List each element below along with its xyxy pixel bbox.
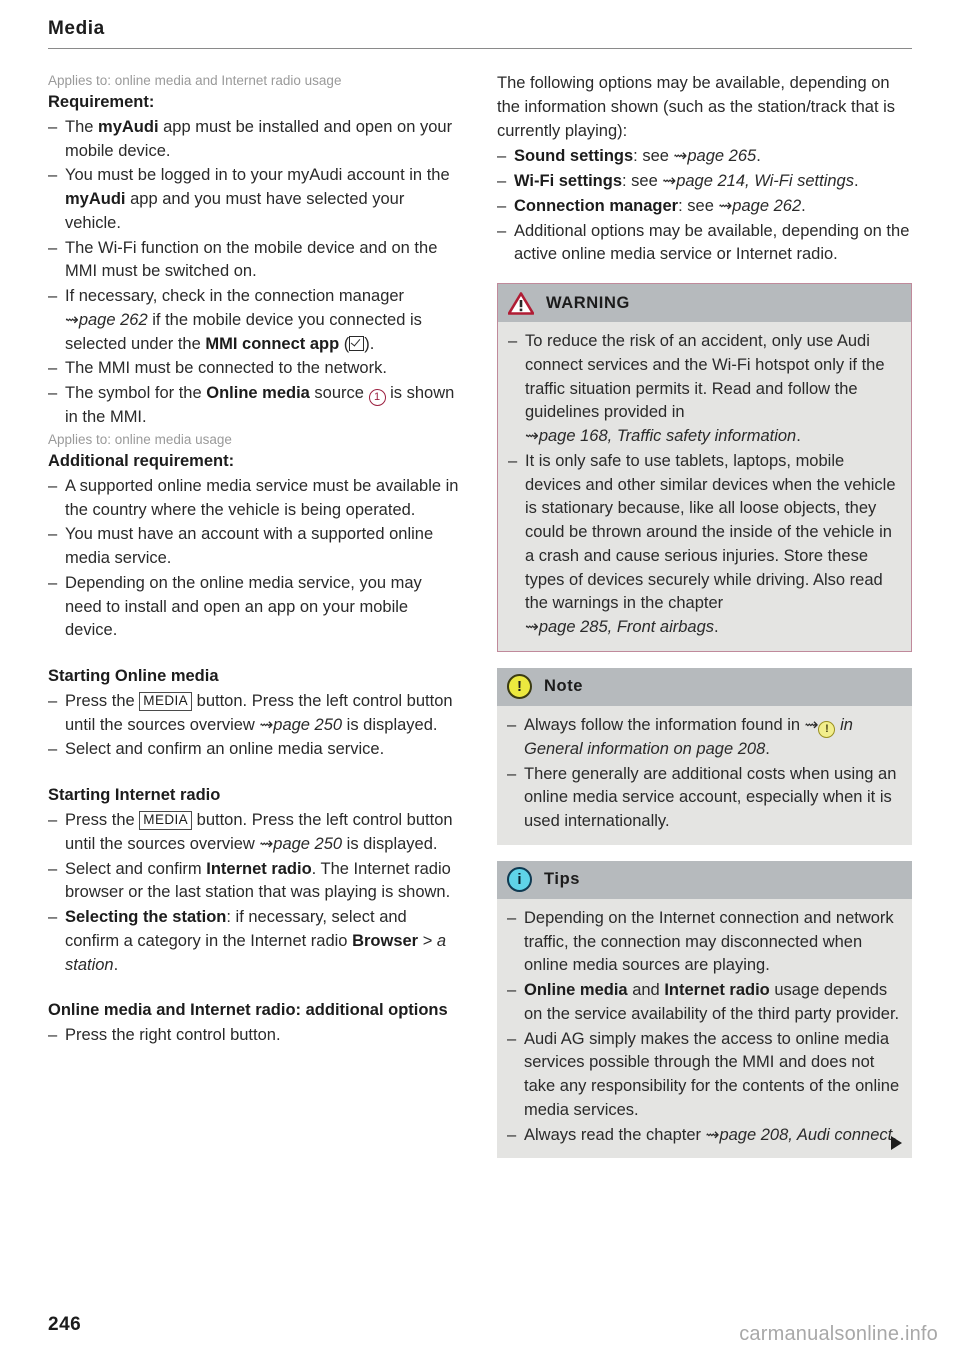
text-bold: Browser <box>352 931 419 950</box>
additional-requirement-heading: Additional requirement: <box>48 452 235 471</box>
checkbox-checked-icon <box>349 336 364 351</box>
xref-arrow-icon: ⇝ <box>259 715 274 734</box>
text-fragment: . <box>756 147 761 166</box>
text-fragment: button. Press the left control button until the sources overview <box>65 691 453 734</box>
list-item <box>507 714 900 762</box>
xref-label: page 265 <box>687 147 757 166</box>
continuation-arrow-icon <box>891 1136 902 1150</box>
requirement-heading: Requirement: <box>48 93 155 112</box>
cross-reference[interactable] <box>706 1126 893 1144</box>
text-fragment: The MMI must be connected to the network. <box>65 359 387 378</box>
list-item <box>48 382 463 430</box>
text-fragment: . <box>892 1125 897 1144</box>
text-fragment: . <box>113 955 119 974</box>
cross-reference[interactable] <box>674 147 757 165</box>
xref-label: page 168, Traffic safety information <box>538 427 797 445</box>
list-item <box>48 809 463 857</box>
media-hardkey[interactable]: MEDIA <box>139 811 192 830</box>
list-item: – Additional options may be available, depending on the active online media service or Internet radio. <box>497 220 912 268</box>
text-bold: MMI connect app <box>205 334 340 353</box>
requirement-list <box>48 116 463 430</box>
list-item: – There generally are additional costs when using an online media service account, especially when it is used internationally. <box>507 763 900 834</box>
additional-options-list <box>48 1024 463 1048</box>
text-fragment: . <box>853 172 859 190</box>
list-item <box>48 237 463 285</box>
list-item: – Depending on the Internet connection and network traffic, the connection may disconnected when online media sources are playing. <box>507 907 900 978</box>
text-fragment: . <box>801 196 806 215</box>
text-bold: myAudi <box>65 190 126 209</box>
text-fragment: Press the <box>65 691 140 710</box>
list-item <box>507 979 900 1027</box>
list-item: – A supported online media service must be available in the country where the vehicle is being operated. <box>48 475 463 523</box>
tips-callout-body <box>497 899 912 1159</box>
text-fragment: The symbol for the <box>65 384 207 403</box>
text-fragment: is shown in the MMI. <box>65 384 455 427</box>
page-columns <box>48 72 912 1158</box>
text-bold: Sound settings <box>514 147 634 166</box>
text-fragment: Always read the chapter <box>524 1125 706 1144</box>
text-fragment: You must be logged in to your myAudi account in the <box>65 166 450 185</box>
text-fragment: Always follow the information found in <box>524 715 805 734</box>
tips-callout-label: Tips <box>544 870 581 889</box>
text-bold: Connection manager <box>514 196 679 215</box>
note-callout-header <box>497 668 912 706</box>
tips-callout-header <box>497 861 912 899</box>
text-bold: Wi-Fi settings <box>514 172 623 190</box>
text-fragment: Press the <box>65 811 140 829</box>
list-item: – Select and confirm an online media service. <box>48 738 463 762</box>
text-fragment: . The Internet radio browser or the last station that was playing is shown. <box>65 859 451 902</box>
tips-list <box>507 907 900 1148</box>
options-intro-paragraph: The following options may be available, depending on the information shown (such as the station/track that is currently playing): <box>497 74 896 140</box>
cross-reference[interactable] <box>718 197 801 215</box>
text-fragment: It is only safe to use tablets, laptops, mobile devices and other similar devices when the vehicle is stationary because, like all loose objects, they could be thrown around the inside of the vehicle in a crash and cause serious injuries. Store these types of devices securely while driving. Also read the warnings in the chapter <box>525 451 896 613</box>
text-fragment: : if necessary, select and confirm a category in the Internet radio <box>65 908 407 950</box>
xref-label: page 250 <box>273 834 343 853</box>
applies-to-note-2: Applies to: online media usage <box>48 431 232 447</box>
text-bold: Internet radio <box>664 981 770 999</box>
list-item <box>508 330 899 449</box>
list-item: – Depending on the online media service, you may need to install and open an app on your mobile device. <box>48 572 463 643</box>
xref-label: page 262 <box>732 196 802 215</box>
text-fragment: is displayed. <box>342 715 438 734</box>
watermark: carmanualsonline.info <box>739 1323 938 1345</box>
note-callout <box>497 668 912 845</box>
page-title: Media <box>48 18 105 39</box>
text-fragment: app must be installed and open on your mobile device. <box>65 117 453 160</box>
text-bold: Internet radio <box>206 859 312 878</box>
list-item <box>507 1124 900 1148</box>
additional-options-heading: Online media and Internet radio: additional options <box>48 1001 448 1020</box>
note-list <box>507 714 900 834</box>
list-item <box>48 285 463 356</box>
list-item <box>497 145 912 169</box>
media-hardkey[interactable]: MEDIA <box>139 692 192 711</box>
list-item <box>48 357 463 381</box>
list-item <box>508 450 899 640</box>
text-fragment: usage depends on the service availability of the third party provider. <box>524 981 900 1023</box>
list-item <box>48 690 463 738</box>
xref-label: page 208, Audi connect <box>719 1125 893 1144</box>
page-number: 246 <box>48 1314 82 1335</box>
page-header <box>48 18 912 49</box>
xref-arrow-icon: ⇝ <box>718 196 733 215</box>
text-fragment: : see <box>633 147 674 166</box>
xref-arrow-icon: ⇝ <box>525 618 539 636</box>
xref-label: page 250 <box>273 715 343 734</box>
text-fragment: : see <box>678 196 719 215</box>
text-fragment: To reduce the risk of an accident, only use Audi connect services and the Wi-Fi hotspot only if the traffic situation permits it. Read and follow the guidelines provided in <box>525 332 885 422</box>
starting-internet-radio-heading: Starting Internet radio <box>48 786 221 805</box>
xref-arrow-icon: ⇝ <box>673 147 688 166</box>
text-bold: Online media <box>524 981 628 999</box>
text-italic: a station <box>65 931 447 974</box>
text-fragment: If necessary, check in the connection manager <box>65 287 405 306</box>
text-bold: myAudi <box>98 117 159 136</box>
text-fragment: . <box>765 739 770 758</box>
cross-reference[interactable] <box>525 427 796 445</box>
text-fragment: and <box>627 981 665 999</box>
warning-callout <box>497 283 912 652</box>
cross-reference[interactable] <box>259 835 342 853</box>
text-italic: in General information on page 208 <box>524 715 853 758</box>
text-fragment: The Wi-Fi function on the mobile device and on the MMI must be switched on. <box>65 238 438 281</box>
left-column <box>48 72 463 1158</box>
starting-internet-radio-list <box>48 809 463 977</box>
header-divider <box>48 48 912 49</box>
xref-label: page 285, Front airbags <box>538 618 715 636</box>
warning-callout-body <box>498 322 911 651</box>
xref-arrow-icon: ⇝ <box>259 834 274 853</box>
cross-reference[interactable] <box>662 172 854 190</box>
note-callout-body <box>497 706 912 845</box>
text-fragment: if the mobile device you connected is selected under the <box>65 310 422 353</box>
text-fragment: Select and confirm <box>65 859 207 878</box>
list-item: – Press the right control button. <box>48 1024 463 1048</box>
xref-label: page 214, Wi-Fi settings <box>676 172 854 190</box>
text-bold: Selecting the station <box>65 908 227 926</box>
list-item <box>48 116 463 164</box>
note-exclamation-inline-icon: ! <box>818 721 835 738</box>
cross-reference[interactable] <box>259 716 342 734</box>
warning-triangle-icon <box>508 292 534 315</box>
list-item: – You must have an account with a supported online media service. <box>48 523 463 571</box>
right-column <box>497 72 912 1158</box>
cross-reference[interactable] <box>65 311 148 329</box>
text-bold: Online media <box>206 384 310 403</box>
starting-online-media-list <box>48 690 463 762</box>
xref-arrow-icon: ⇝ <box>804 715 819 734</box>
applies-to-note-1: Applies to: online media and Internet radio usage <box>48 73 342 88</box>
text-fragment: > <box>418 931 437 950</box>
warning-callout-label: WARNING <box>546 293 630 312</box>
tips-callout <box>497 861 912 1159</box>
xref-arrow-icon: ⇝ <box>525 427 539 445</box>
note-callout-label: Note <box>544 677 584 696</box>
cross-reference[interactable] <box>525 618 714 636</box>
list-item: – Audi AG simply makes the access to online media services possible through the MMI and does not take any responsibility for the contents of the online media services. <box>507 1028 900 1123</box>
xref-arrow-icon: ⇝ <box>662 172 677 190</box>
warning-callout-header <box>498 284 911 322</box>
warning-list <box>508 330 899 640</box>
xref-arrow-icon: ⇝ <box>65 310 79 329</box>
text-fragment: app and you must have selected your vehicle. <box>65 190 405 232</box>
info-circle-icon: i <box>507 867 532 892</box>
xref-label: page 262 <box>78 310 148 329</box>
text-fragment: button. Press the left control button until the sources overview <box>65 811 453 853</box>
text-fragment: . <box>714 618 719 636</box>
callout-number-icon: 1 <box>369 389 386 406</box>
text-fragment: The <box>65 117 99 136</box>
text-fragment: source <box>309 384 369 403</box>
text-fragment: : see <box>622 172 663 190</box>
list-item <box>48 906 463 977</box>
starting-online-media-heading: Starting Online media <box>48 667 219 686</box>
note-exclamation-icon: ! <box>507 674 532 699</box>
text-fragment: ( <box>339 334 350 353</box>
list-item <box>48 858 463 906</box>
list-item <box>497 170 912 194</box>
additional-requirement-list <box>48 475 463 643</box>
list-item <box>48 164 463 235</box>
text-fragment: ). <box>364 334 375 353</box>
options-list <box>497 145 912 267</box>
text-fragment: . <box>796 427 801 445</box>
xref-arrow-icon: ⇝ <box>705 1125 720 1144</box>
text-fragment: is displayed. <box>342 834 438 853</box>
list-item <box>497 195 912 219</box>
